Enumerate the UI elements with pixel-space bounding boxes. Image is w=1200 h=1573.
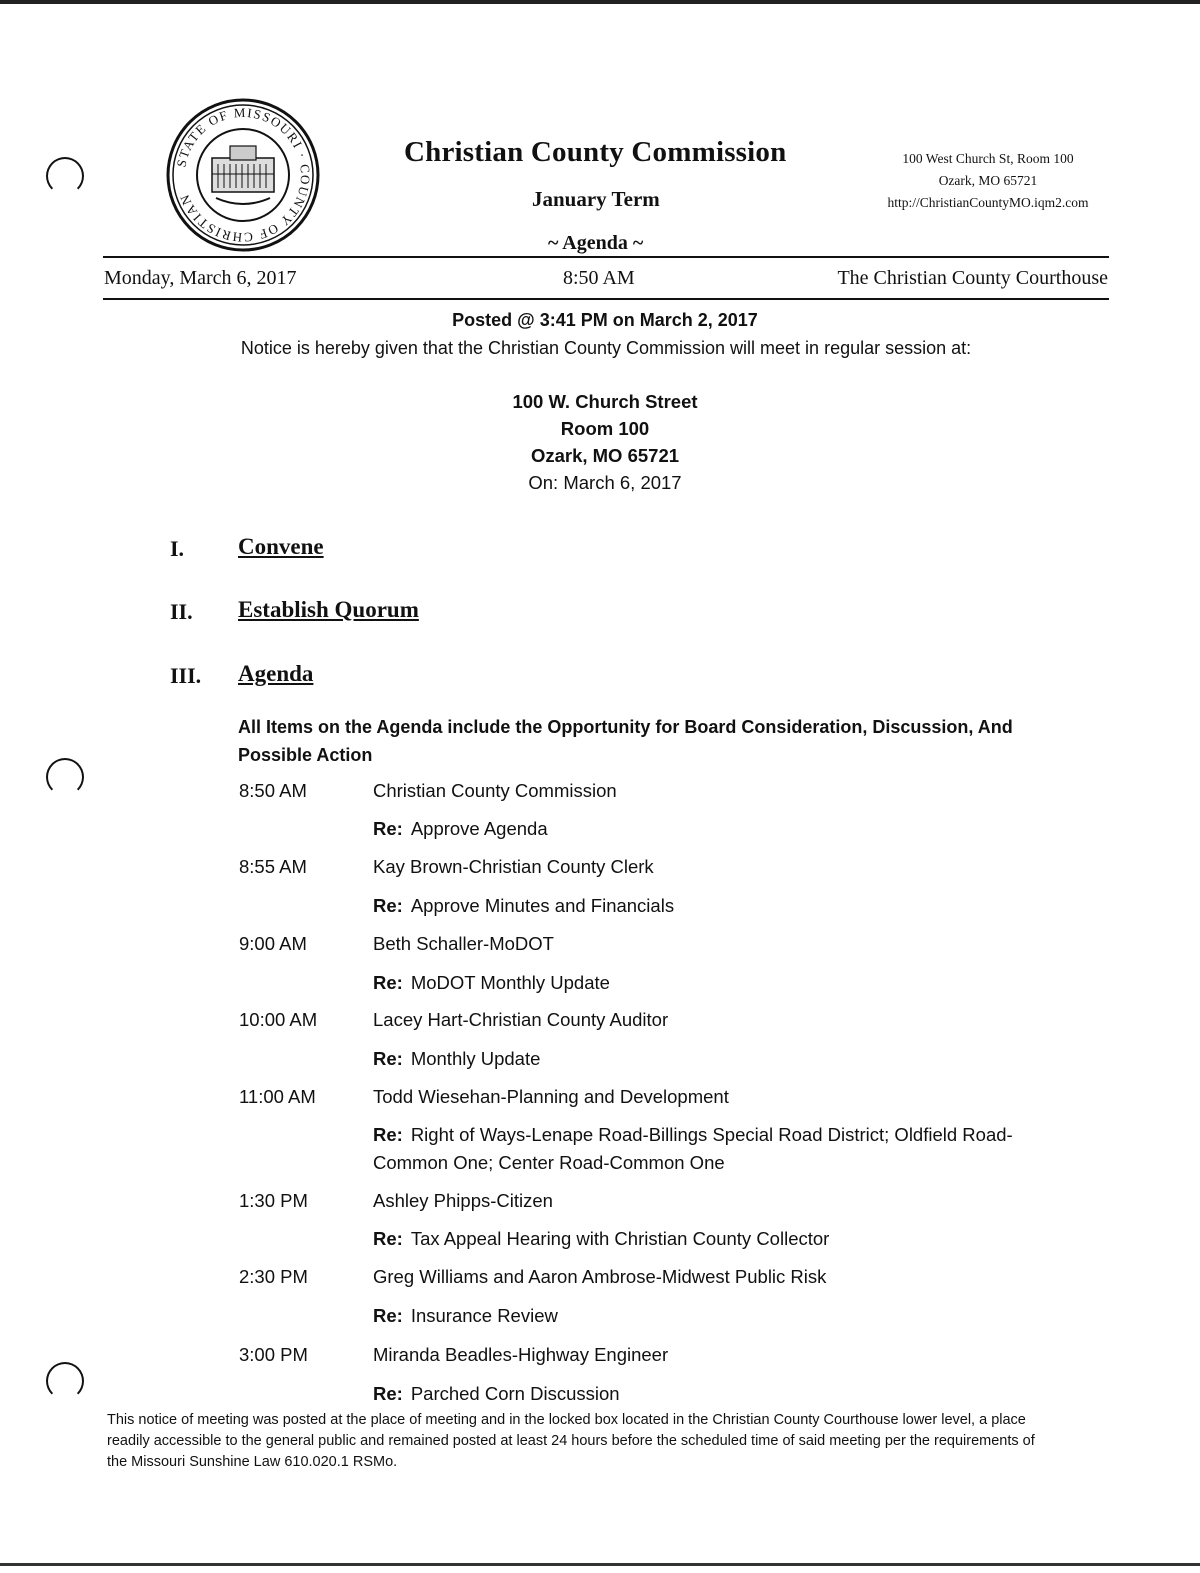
term-label: January Term bbox=[532, 187, 660, 211]
re-label: Re: bbox=[373, 1383, 403, 1404]
item-subject bbox=[373, 1380, 1053, 1408]
re-label: Re: bbox=[373, 1048, 403, 1069]
item-time: 1:30 PM bbox=[239, 1190, 308, 1211]
item-presenter: Beth Schaller-MoDOT bbox=[373, 933, 554, 954]
item-presenter: Greg Williams and Aaron Ambrose-Midwest Public Risk bbox=[373, 1266, 827, 1287]
address-line: 100 West Church St, Room 100 bbox=[902, 151, 1074, 166]
scan-top-edge bbox=[0, 0, 1200, 4]
item-time: 8:55 AM bbox=[239, 856, 307, 877]
seal-text: STATE OF MISSOURI · COUNTY OF CHRISTIAN bbox=[173, 104, 314, 246]
item-subject-text: Insurance Review bbox=[410, 1305, 558, 1326]
item-subject-text: MoDOT Monthly Update bbox=[410, 972, 610, 993]
meeting-time: 8:50 AM bbox=[563, 267, 635, 289]
header-rule bbox=[103, 298, 1109, 300]
section-number: I. bbox=[170, 536, 185, 561]
item-time: 2:30 PM bbox=[239, 1266, 308, 1287]
item-subject bbox=[373, 1121, 1053, 1177]
re-label: Re: bbox=[373, 818, 403, 839]
item-subject bbox=[373, 969, 1053, 997]
location-room: Room 100 bbox=[560, 418, 650, 439]
address-block bbox=[868, 148, 1108, 214]
item-presenter: Lacey Hart-Christian County Auditor bbox=[373, 1009, 669, 1030]
punch-hole-icon bbox=[46, 1362, 84, 1400]
item-subject bbox=[373, 815, 1053, 843]
item-time: 3:00 PM bbox=[239, 1344, 308, 1365]
item-subject-text: Parched Corn Discussion bbox=[410, 1383, 620, 1404]
punch-hole-icon bbox=[46, 157, 84, 195]
item-subject bbox=[373, 1302, 1053, 1330]
re-label: Re: bbox=[373, 1305, 403, 1326]
item-subject-text: Right of Ways-Lenape Road-Billings Special Road District; Oldfield Road-Common One; Center Road-Common One bbox=[373, 1124, 1013, 1173]
posting-footer-note: This notice of meeting was posted at the place of meeting and in the locked box located in the Christian County Courthouse lower level, a place readily accessible to the general public and remained posted at least 24 hours before the scheduled time of said meeting per the requirements of the Missouri Sunshine Law 610.020.1 RSMo. bbox=[107, 1412, 1035, 1470]
item-presenter: Todd Wiesehan-Planning and Development bbox=[373, 1086, 729, 1107]
location-city: Ozark, MO 65721 bbox=[530, 445, 680, 466]
agenda-heading: ~ Agenda ~ bbox=[548, 232, 644, 254]
item-time: 9:00 AM bbox=[239, 933, 307, 954]
meeting-date: Monday, March 6, 2017 bbox=[104, 267, 297, 289]
item-subject-text: Approve Minutes and Financials bbox=[410, 895, 675, 916]
re-label: Re: bbox=[373, 1124, 403, 1145]
county-seal-icon bbox=[166, 98, 320, 252]
website-link[interactable]: http://ChristianCountyMO.iqm2.com bbox=[887, 195, 1089, 210]
posted-notice: Posted @ 3:41 PM on March 2, 2017 bbox=[452, 310, 758, 330]
header-rule bbox=[103, 256, 1109, 258]
section-title: Convene bbox=[238, 534, 324, 559]
location-street: 100 W. Church Street bbox=[512, 391, 698, 412]
item-subject bbox=[373, 892, 1053, 920]
section-number: III. bbox=[170, 663, 202, 688]
item-presenter: Ashley Phipps-Citizen bbox=[373, 1190, 553, 1211]
item-time: 8:50 AM bbox=[239, 780, 307, 801]
page-title: Christian County Commission bbox=[404, 136, 787, 168]
item-presenter: Miranda Beadles-Highway Engineer bbox=[373, 1344, 669, 1365]
re-label: Re: bbox=[373, 895, 403, 916]
item-time: 10:00 AM bbox=[239, 1009, 318, 1030]
agenda-note: All Items on the Agenda include the Opportunity for Board Consideration, Discussion, And Possible Action bbox=[238, 717, 1013, 765]
item-subject-text: Tax Appeal Hearing with Christian County Collector bbox=[410, 1228, 830, 1249]
punch-hole-icon bbox=[46, 758, 84, 796]
item-subject bbox=[373, 1225, 1053, 1253]
section-number: II. bbox=[170, 599, 193, 624]
item-subject-text: Approve Agenda bbox=[410, 818, 548, 839]
location-date: On: March 6, 2017 bbox=[528, 472, 682, 493]
re-label: Re: bbox=[373, 1228, 403, 1249]
item-presenter: Kay Brown-Christian County Clerk bbox=[373, 856, 654, 877]
meeting-place: The Christian County Courthouse bbox=[837, 267, 1108, 289]
section-title: Establish Quorum bbox=[238, 597, 419, 622]
item-presenter: Christian County Commission bbox=[373, 780, 617, 801]
section-title: Agenda bbox=[238, 661, 314, 686]
notice-text: Notice is hereby given that the Christian County Commission will meet in regular session at: bbox=[240, 338, 972, 358]
item-subject bbox=[373, 1045, 1053, 1073]
address-city: Ozark, MO 65721 bbox=[938, 173, 1038, 188]
scan-bottom-edge bbox=[0, 1563, 1200, 1566]
item-time: 11:00 AM bbox=[239, 1086, 316, 1107]
re-label: Re: bbox=[373, 972, 403, 993]
item-subject-text: Monthly Update bbox=[410, 1048, 541, 1069]
